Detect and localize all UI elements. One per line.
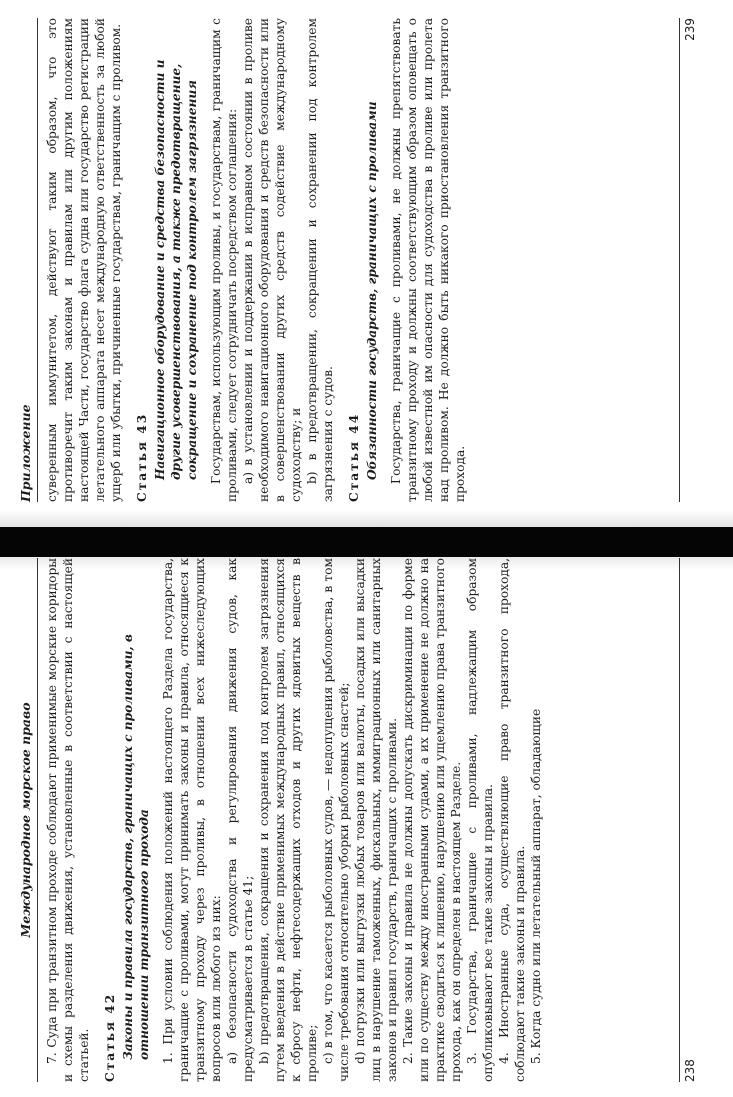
article-42-item-a: a) безопасности судоходства и регулирования движения судов, как предусматривается в статье 41; <box>225 558 255 1082</box>
article-42-paragraph-3: 3. Государства, граничащие с проливами, надлежащим образом опубликовывают все такие законы и правила. <box>465 558 495 1082</box>
article-42-item-b: b) предотвращения, сокращения и сохранения под контролем загрязнения путем введения в действие применимых международных правил, относящихся к сбросу нефти, нефтесодержащих отходов и других ядовитых веществ в проливе; <box>257 558 319 1082</box>
article-43-paragraph: Государствам, использующим проливы, и государствам, граничащим с проливами, следует сотрудничать посредством соглашения: <box>209 18 239 502</box>
article-42-paragraph-5: 5. Когда судно или летательный аппарат, обладающие <box>529 708 543 1064</box>
page-238 <box>12 550 702 1090</box>
page-238-body <box>44 558 544 1082</box>
article-42-paragraph-1: 1. При условии соблюдения положений настоящего Раздела государства, граничащие с проливами, могут принимать законы и правила, относящиеся к транзитному проходу через проливы, в отношении всех нижеследующих вопросов или любого из них: <box>161 558 223 1082</box>
article-42-title: Законы и правила государств, граничащих с проливами, в отношении транзитного прохода <box>121 634 151 1060</box>
article-44-paragraph: Государства, граничащие с проливами, не должны препятствовать транзитному проходу и должны соответствующим образом оповещать о любой известной им опасности для судоходства в проливе или пролета над проливом. Не должно быть никакого приостановления транзитного прохода. <box>389 18 467 502</box>
article-42-item-c: c) в том, что касается рыболовных судов, — недопущения рыболовства, в том числе требования относительно уборки рыболовных снастей; <box>321 558 351 1082</box>
article-44-label: Статья 44 <box>347 412 361 502</box>
article-41-paragraph-7: 7. Суда при транзитном проходе соблюдают применимые морские коридоры и схемы разделения движения, установленные в соответствии с настоящей статьей. <box>45 558 91 1082</box>
page-number-238: 238 <box>679 558 698 1082</box>
article-42-paragraph-2: 2. Такие законы и правила не должны допускать дискриминации по форме или по существу между иностранными судами, а их применение не должно на практике сводиться к лишению, нарушению или ущемлению права транзитного прохода, как он определен в настоящем Разделе. <box>401 558 463 1082</box>
page-239 <box>12 10 702 510</box>
article-42-label: Статья 42 <box>103 992 117 1082</box>
article-43-label: Статья 43 <box>135 412 149 502</box>
running-head-appendix: Приложение <box>18 18 38 502</box>
article-43-item-a: a) в установлении и поддержании в исправном состоянии в проливе необходимого навигационного оборудования и средств безопасности или в совершенствовании других средств содействие международному судоходству; и <box>241 18 303 502</box>
page-239-body <box>44 18 468 502</box>
article-42-item-d: d) погрузки или выгрузки любых товаров или валюты, посадки или высадки лиц в нарушение таможенных, фискальных, иммиграционных или санитарных законов и правил государств, граничащих с проливами. <box>353 558 399 1082</box>
article-43-item-b: b) в предотвращении, сокращении и сохранении под контролем загрязнения с судов. <box>305 18 335 502</box>
continuation-paragraph: суверенным иммунитетом, действуют таким образом, что это противоречит таким законам и правилам или другим положениям настоящей Части, государство флага судна или государство регистрации летательного аппарата несет международную ответственность за любой ущерб или убытки, причиненные государствам, граничащим с проливом. <box>45 18 123 502</box>
article-43-title: Навигационное оборудование и средства безопасности и другие усовершенствования, а также предотвращение, сокращение и сохранение под контролем загрязнения <box>153 59 199 480</box>
article-44-title: Обязанности государств, граничащих с проливами <box>365 101 379 480</box>
article-42-paragraph-4: 4. Иностранные суда, осуществляющие право транзитного прохода, соблюдают такие законы и правила. <box>497 558 527 1082</box>
page-number-239: 239 <box>679 18 698 502</box>
running-head-maritime-law: Международное морское право <box>18 558 38 1082</box>
